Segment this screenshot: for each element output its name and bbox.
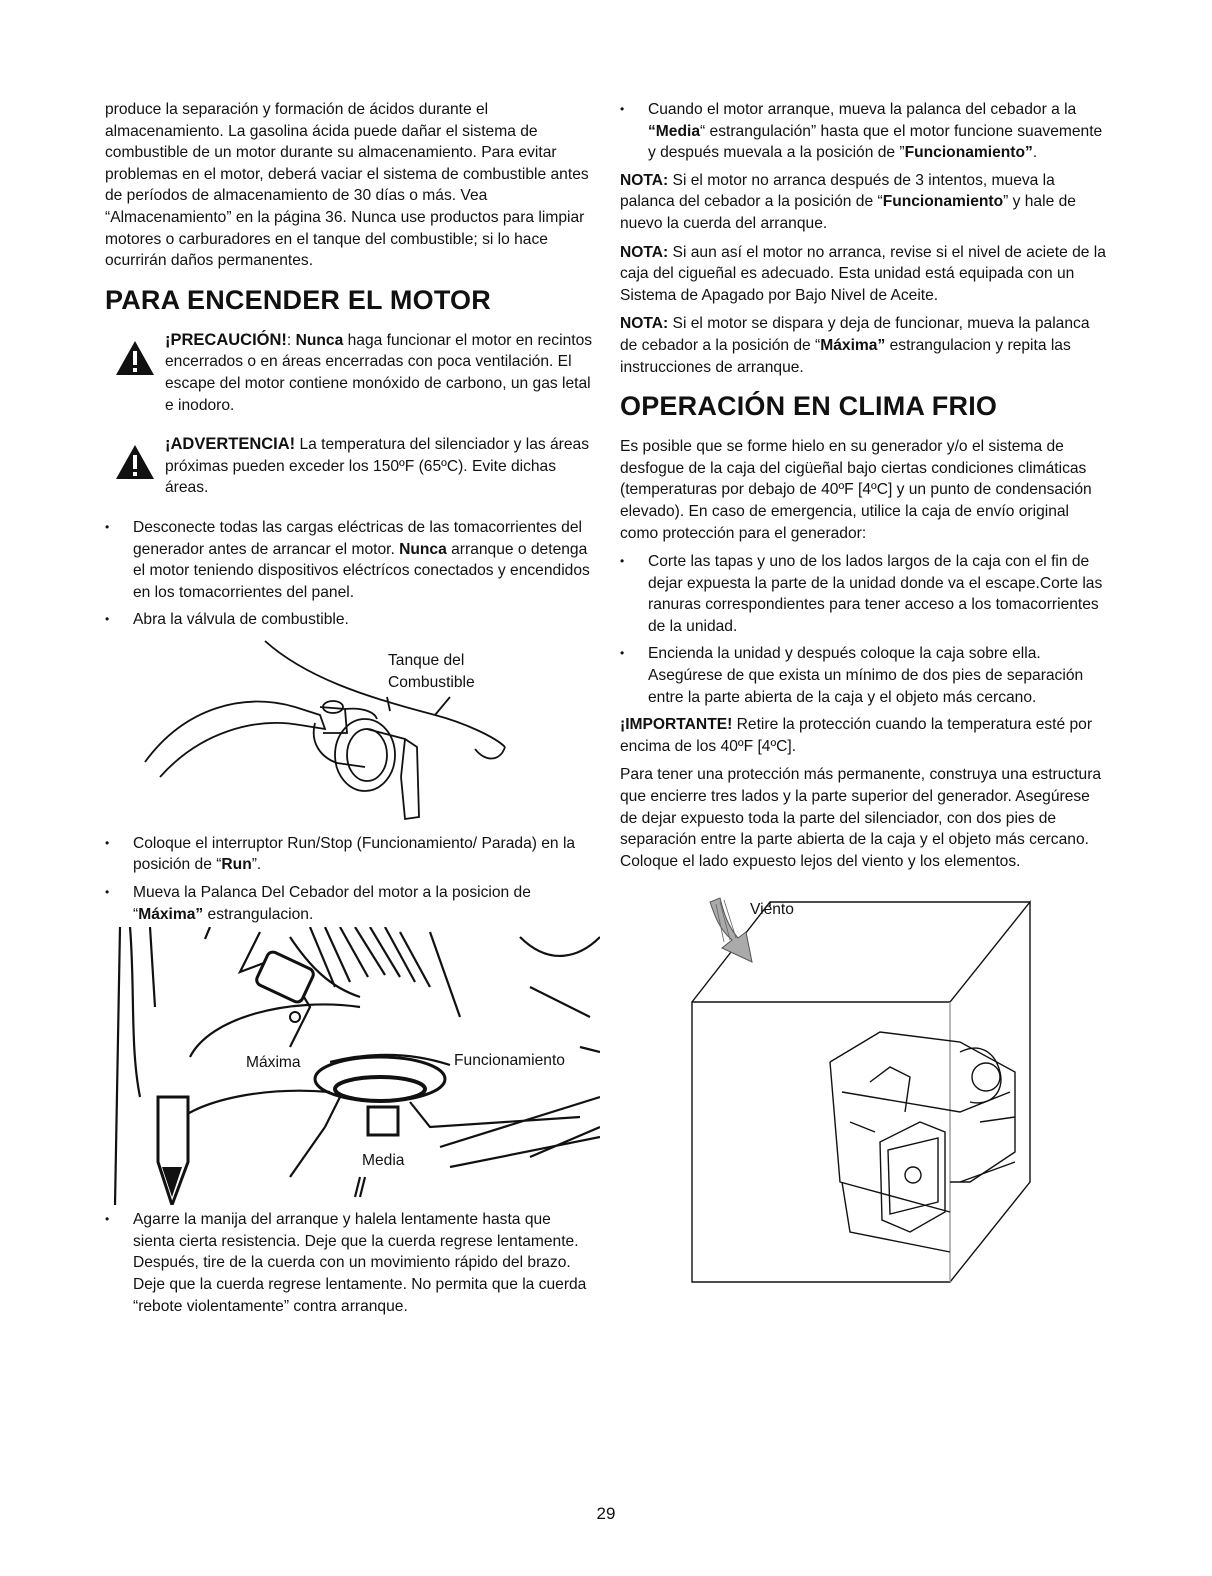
permanent-protection-paragraph: Para tener una protección más permanente, construya una estructura que encierre tres lados y la parte superior del generador. Asegúrese de dejar expuesto toda la parte del silenciador, con dos pies de separación entre la parte abierta de la caja y el objeto más cercano. Coloque el lado expuesto lejos del viento y los elementos. — [620, 766, 1102, 870]
caution-title: ¡PRECAUCIÓN! — [165, 330, 287, 349]
left-column — [105, 99, 595, 1323]
list-item: • Encienda la unidad y después coloque la caja sobre ella. Asegúrese de que exista un mínimo de dos pies de separación entre la parte abierta de la caja y el objeto más cercano. — [620, 643, 1110, 708]
fuel-tank-label-1: Tanque del — [388, 651, 465, 669]
list-item: • Coloque el interruptor Run/Stop (Funcionamiento/ Parada) en la posición de “Run”. — [105, 833, 595, 876]
choke-lever-illustration — [110, 927, 600, 1205]
note-3: NOTA: Si el motor se dispara y deja de funcionar, mueva la palanca de cebador a la posición de “Máxima” estrangulacion y repita las instrucciones de arranque. — [620, 315, 1090, 376]
choke-run-label: Funcionamiento — [454, 1052, 565, 1070]
fuel-valve-illustration — [105, 637, 595, 833]
wind-arrow-icon — [710, 898, 752, 962]
note-2: NOTA: Si aun así el motor no arranca, revise si el nivel de aciete de la caja del cigueñal es adecuado. Esta unidad está equipada con un Sistema de Apagado por Bajo Nivel de Aceite. — [620, 243, 1106, 304]
choke-step-list — [620, 99, 1110, 164]
section-heading-cold-weather: OPERACIÓN EN CLIMA FRIO — [620, 391, 998, 422]
list-item: • Abra la válvula de combustible. — [105, 609, 595, 631]
note-1: NOTA: Si el motor no arranca después de 3 intentos, mueva la palanca del cebador a la posición de “Funcionamiento” y hale de nuevo la cuerda del arranque. — [620, 171, 1076, 232]
steps-list-1 — [105, 517, 595, 631]
warning-text: La temperatura del silenciador y las áreas próximas pueden exceder los 150ºF (65ºC). Evite dichas áreas. — [165, 436, 590, 497]
caution-text: haga funcionar el motor en recintos encerrados o en áreas encerradas con poca ventilación. El escape del motor contiene monóxido de carbono, un gas letal e inodoro. — [165, 331, 593, 414]
steps-list-2 — [105, 833, 595, 925]
section-heading-start-engine: PARA ENCENDER EL MOTOR — [105, 284, 491, 315]
choke-full-label: Máxima — [246, 1054, 301, 1072]
fuel-tank-label-2: Combustible — [388, 673, 475, 691]
cold-weather-paragraph: Es posible que se forme hielo en su generador y/o el sistema de desfogue de la caja del cigüeñal bajo ciertas condiciones climáticas (temperaturas por debajo de 40ºF [4ºC] y un punto de condensación elevado). En caso de emergencia, utilice la caja de envío original como protección para el generador: — [620, 438, 1092, 542]
choke-half-label: Media — [362, 1152, 405, 1170]
list-item: • Cuando el motor arranque, mueva la palanca del cebador a la “Media“ estrangulación” hasta que el motor funcione suavemente y después muevala a la posición de ”Funcionamiento”. — [620, 99, 1110, 164]
page-number: 29 — [596, 1504, 616, 1523]
warning-block — [105, 434, 595, 499]
wind-shelter-figure — [620, 882, 1110, 1294]
warning-triangle-icon — [115, 340, 155, 376]
right-column — [620, 99, 1110, 1294]
wind-label: Viento — [750, 901, 794, 919]
cold-weather-list — [620, 551, 1110, 708]
intro-paragraph: produce la separación y formación de ácidos durante el almacenamiento. La gasolina ácida puede dañar el sistema de combustible de un motor durante su almacenamiento. Para evitar problemas en el motor, deberá vaciar el sistema de combustible antes de períodos de almacenamiento de 30 días o más. Vea “Almacenamiento” en la página 36. Nunca use productos para limpiar motores o carburadores en el tanque del combustible; si lo hace ocurrirán daños permanentes. — [105, 101, 589, 270]
caution-block: ¡PRECAUCIÓN!: Nunca haga funcionar el motor en recintos encerrados o en áreas encerradas con poca ventilación. El escape del motor contiene monóxido de carbono, un gas letal e inodoro. — [105, 330, 595, 416]
list-item: • Mueva la Palanca Del Cebador del motor a la posicion de “Máxima” estrangulacion. — [105, 882, 595, 925]
list-item: • Agarre la manija del arranque y halela lentamente hasta que sienta cierta resistencia. Deje que la cuerda regrese lentamente. Después, tire de la cuerda con un movimiento rápido del brazo. Deje que la cuerda regrese lentamente. No permita que la cuerda “rebote violentamente” contra arranque. — [105, 1209, 595, 1317]
steps-list-3 — [105, 1209, 595, 1317]
warning-triangle-icon — [115, 444, 155, 480]
list-item: • Desconecte todas las cargas eléctricas de las tomacorrientes del generador antes de arrancar el motor. Nunca arranque o detenga el motor teniendo dispositivos eléctrícos conectados y encendidos en los tomacorrientes del panel. — [105, 517, 595, 603]
caution-bold: Nunca — [295, 331, 344, 349]
wind-shelter-illustration — [620, 882, 1110, 1294]
choke-lever-figure — [110, 927, 595, 1205]
list-item: • Corte las tapas y uno de los lados largos de la caja con el fin de dejar expuesta la parte de la unidad donde va el escape.Corte las ranuras correspondientes para tener acceso a los tomacorrientes de la unidad. — [620, 551, 1110, 637]
important-note: ¡IMPORTANTE! Retire la protección cuando la temperatura esté por encima de los 40ºF [4ºC]. — [620, 716, 1093, 755]
fuel-valve-figure — [105, 637, 595, 833]
warning-title: ¡ADVERTENCIA! — [165, 435, 296, 454]
